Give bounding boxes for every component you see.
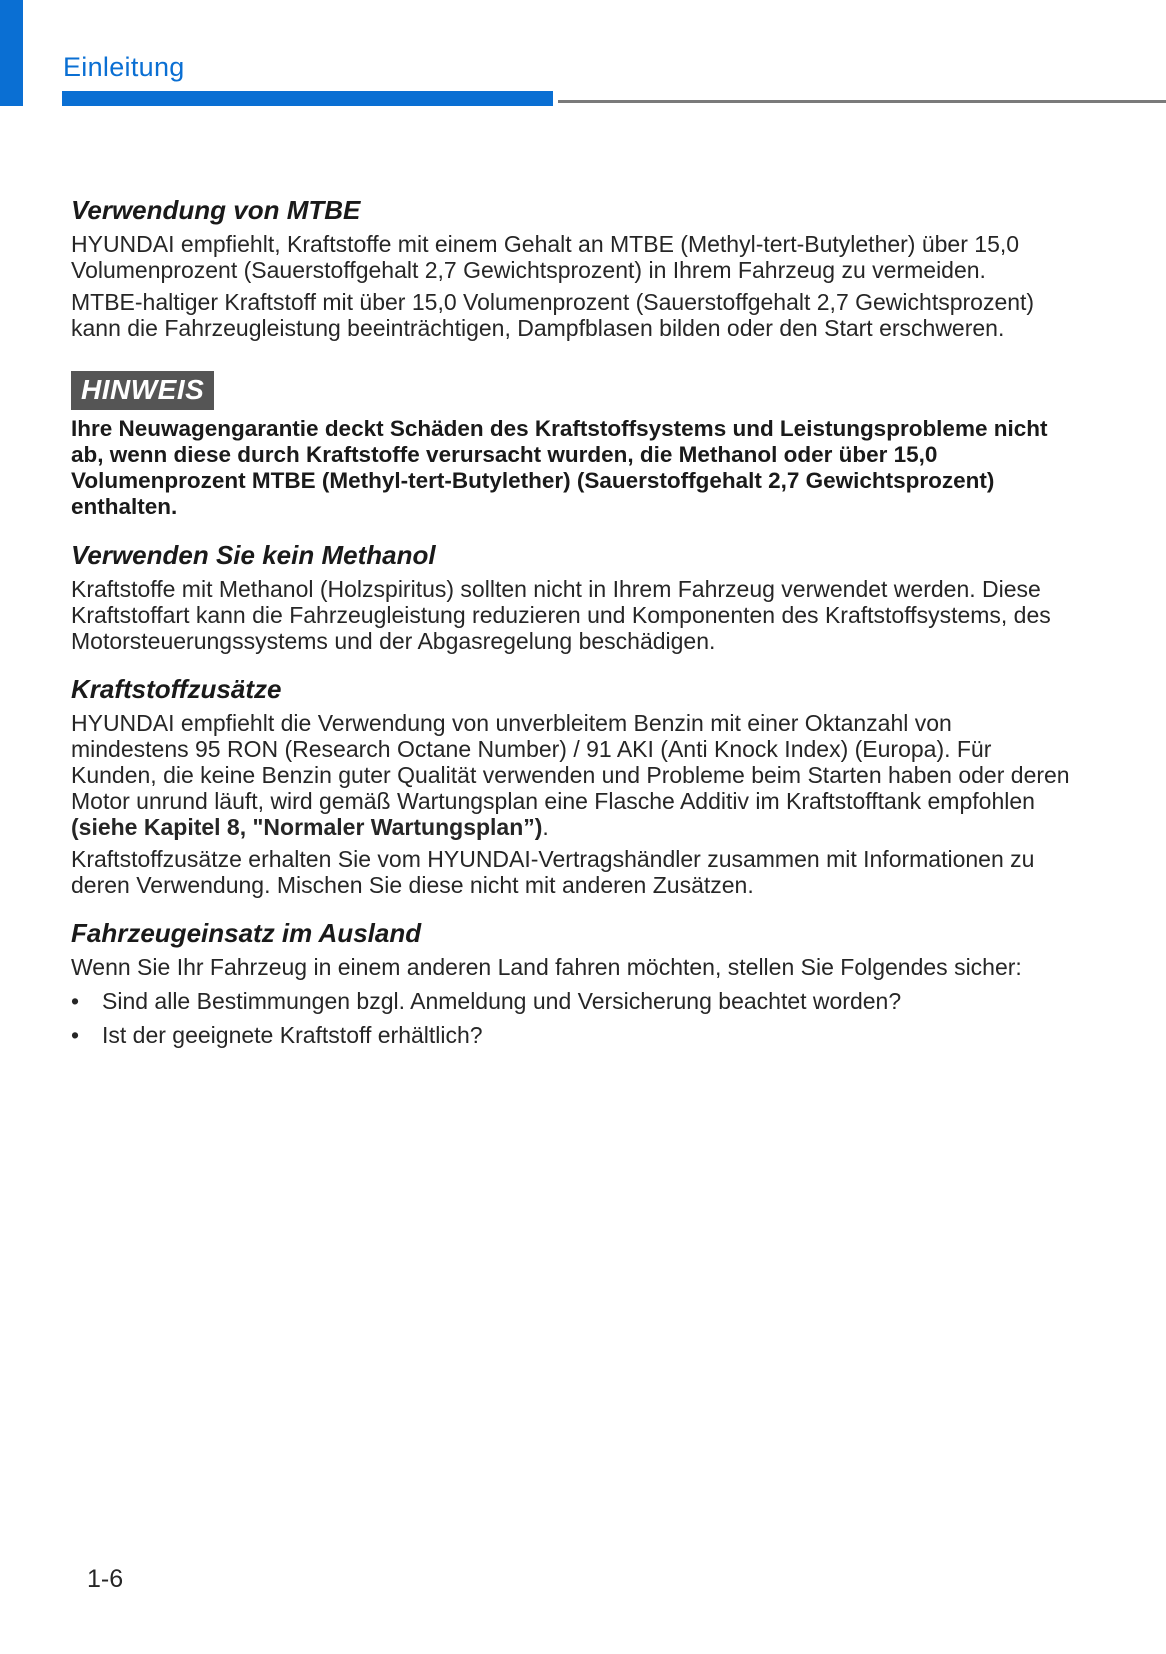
paragraph: Kraftstoffzusätze erhalten Sie vom HYUNDAI-Vertragshändler zusammen mit Informationen zu deren Verwendung. Mischen Sie diese nicht mit anderen Zusätzen. bbox=[71, 846, 1035, 898]
section-heading-mtbe: Verwendung von MTBE bbox=[71, 195, 361, 225]
notice-text: Ihre Neuwagengarantie deckt Schäden des Kraftstoffsystems und Leistungsprobleme nicht ab, wenn diese durch Kraftstoffe verursacht wurden, die Methanol oder über 15,0 Volumenprozent MTBE (Methyl-tert-Butylether) (Sauerstoffgehalt 2,7 Gewichtsprozent) enthalten. bbox=[71, 416, 1048, 519]
page-number: 1-6 bbox=[87, 1565, 124, 1593]
page-content bbox=[71, 193, 1071, 1048]
paragraph-text: HYUNDAI empfiehlt die Verwendung von unverbleitem Benzin mit einer Oktanzahl von mindestens 95 RON (Research Octane Number) / 91 AKI (Anti Knock Index) (Europa). Für Kunden, die keine Benzin guter Qualität verwenden und Probleme beim Starten haben oder deren Motor unrund läuft, wird gemäß Wartungsplan eine Flasche Additiv im Kraftstofftank empfohlen bbox=[71, 710, 1070, 814]
paragraph-end: . bbox=[542, 814, 549, 840]
paragraph: Kraftstoffe mit Methanol (Holzspiritus) sollten nicht in Ihrem Fahrzeug verwendet werden. Diese Kraftstoffart kann die Fahrzeugleistung reduzieren und Komponenten des Kraftstoffsystems, des Motorsteuerungssystems und der Abgasregelung beschädigen. bbox=[71, 576, 1051, 654]
header-rule-accent bbox=[62, 91, 553, 106]
section-heading-methanol: Verwenden Sie kein Methanol bbox=[71, 540, 436, 570]
chapter-title: Einleitung bbox=[63, 52, 185, 82]
section-heading-abroad: Fahrzeugeinsatz im Ausland bbox=[71, 918, 422, 948]
paragraph bbox=[71, 710, 1071, 840]
side-accent-bar bbox=[0, 0, 23, 106]
paragraph: HYUNDAI empfiehlt, Kraftstoffe mit einem Gehalt an MTBE (Methyl-tert-Butylether) über 15,0 Volumenprozent (Sauerstoffgehalt 2,7 Gewichtsprozent) in Ihrem Fahrzeug zu vermeiden. bbox=[71, 231, 1020, 283]
list-item: • Ist der geeignete Kraftstoff erhältlich? bbox=[71, 1022, 1071, 1048]
notice-block bbox=[71, 371, 1071, 520]
paragraph: Wenn Sie Ihr Fahrzeug in einem anderen Land fahren möchten, stellen Sie Folgendes sicher: bbox=[71, 954, 1022, 980]
chapter-reference: (siehe Kapitel 8, "Normaler Wartungsplan”) bbox=[71, 814, 543, 840]
list-item: • Sind alle Bestimmungen bzgl. Anmeldung und Versicherung beachtet worden? bbox=[71, 988, 1071, 1014]
section-heading-additives: Kraftstoffzusätze bbox=[71, 674, 282, 704]
bullet-list bbox=[71, 988, 1071, 1048]
notice-label: HINWEIS bbox=[71, 371, 214, 410]
paragraph: MTBE-haltiger Kraftstoff mit über 15,0 Volumenprozent (Sauerstoffgehalt 2,7 Gewichtsprozent) kann die Fahrzeugleistung beeinträchtigen, Dampfblasen bilden oder den Start erschweren. bbox=[71, 289, 1035, 341]
header-rule bbox=[558, 100, 1166, 103]
